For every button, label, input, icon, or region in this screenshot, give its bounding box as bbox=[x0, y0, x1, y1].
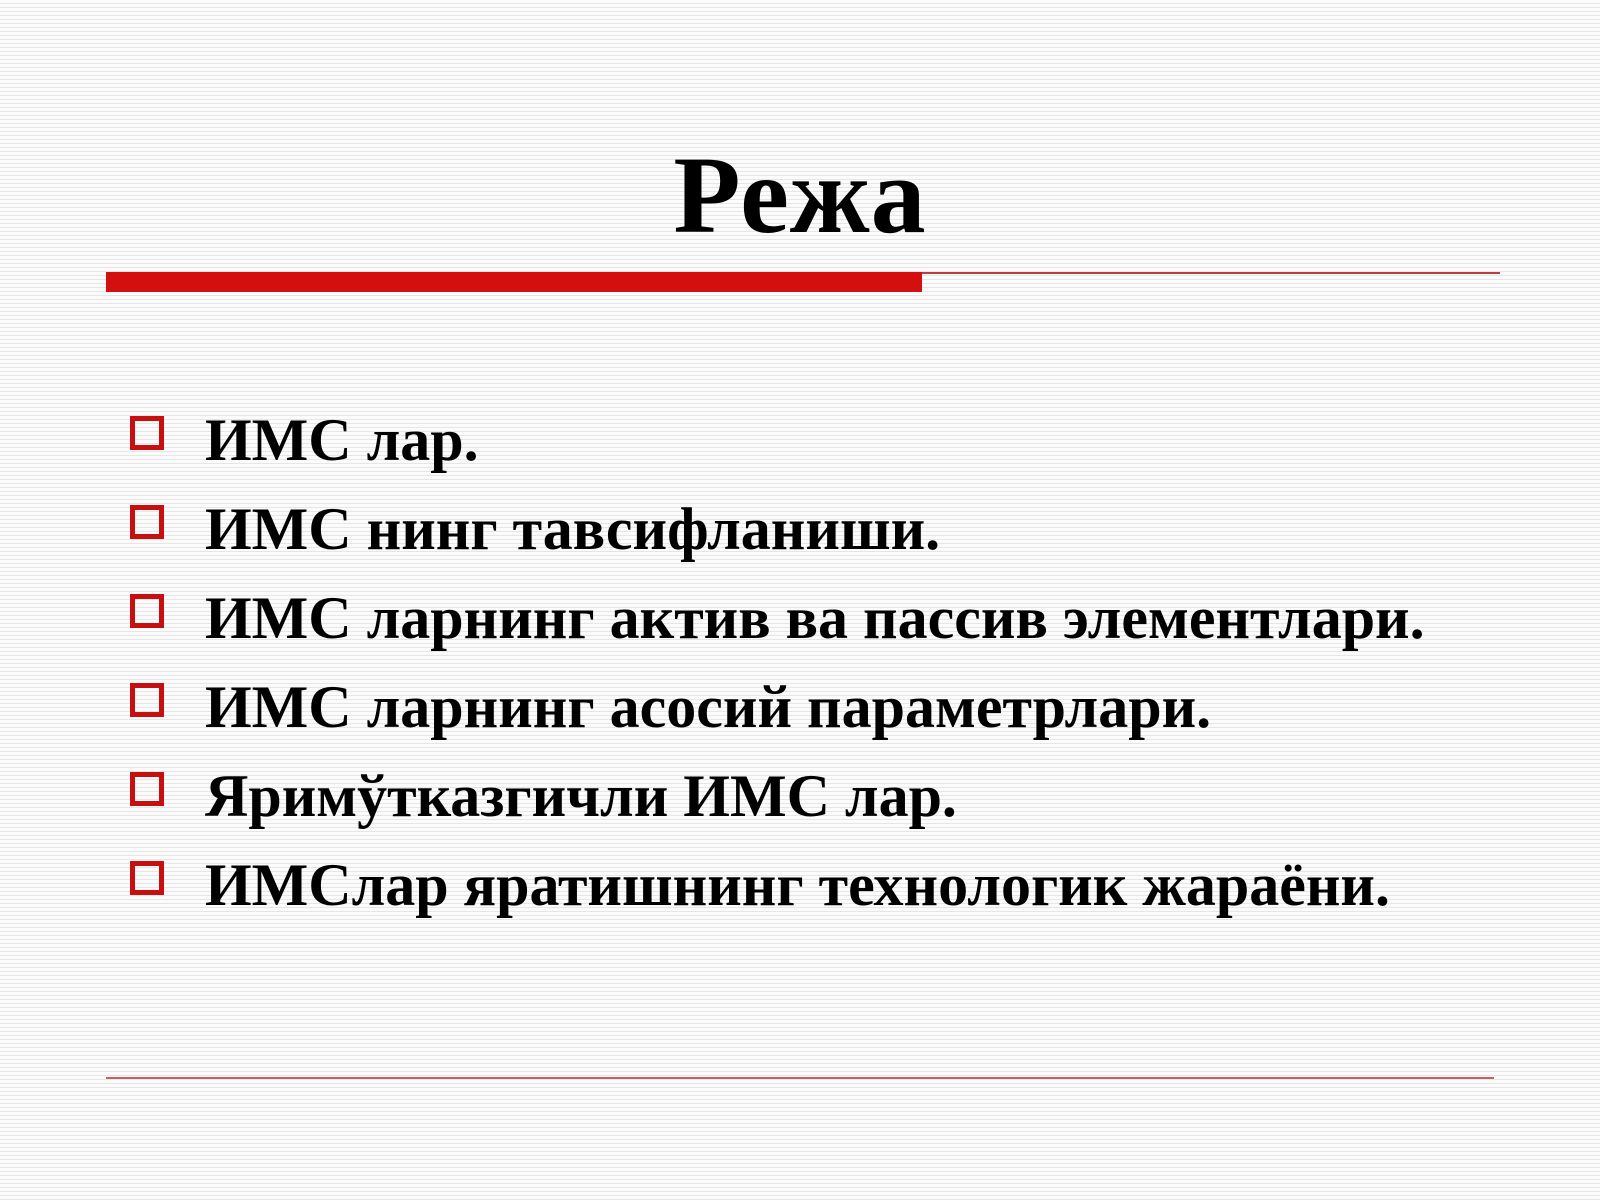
list-item bbox=[0, 672, 1600, 761]
bullet-text: Яримўтказгичли ИМС лар. bbox=[205, 763, 957, 829]
bullet-list bbox=[0, 405, 1600, 939]
bullet-text: ИМСлар яратишнинг технологик жараёни. bbox=[205, 852, 1390, 918]
title-underline-thick bbox=[106, 272, 922, 292]
bullet-text: ИМС ларнинг актив ва пассив элементлари. bbox=[205, 585, 1425, 651]
slide-title: Режа bbox=[673, 134, 927, 256]
hollow-square-icon bbox=[130, 505, 164, 539]
list-item bbox=[0, 761, 1600, 850]
footer-rule bbox=[106, 1077, 1494, 1079]
bullet-text: ИМС лар. bbox=[205, 407, 479, 473]
list-item bbox=[0, 850, 1600, 939]
list-item bbox=[0, 583, 1600, 672]
hollow-square-icon bbox=[130, 416, 164, 450]
list-item bbox=[0, 405, 1600, 494]
hollow-square-icon bbox=[130, 861, 164, 895]
hollow-square-icon bbox=[130, 683, 164, 717]
list-item bbox=[0, 494, 1600, 583]
bullet-text: ИМС ларнинг асосий параметрлари. bbox=[205, 674, 1212, 740]
bullet-text: ИМС нинг тавсифланиши. bbox=[205, 496, 941, 562]
title-underline-thin bbox=[922, 272, 1500, 274]
hollow-square-icon bbox=[130, 594, 164, 628]
hollow-square-icon bbox=[130, 772, 164, 806]
